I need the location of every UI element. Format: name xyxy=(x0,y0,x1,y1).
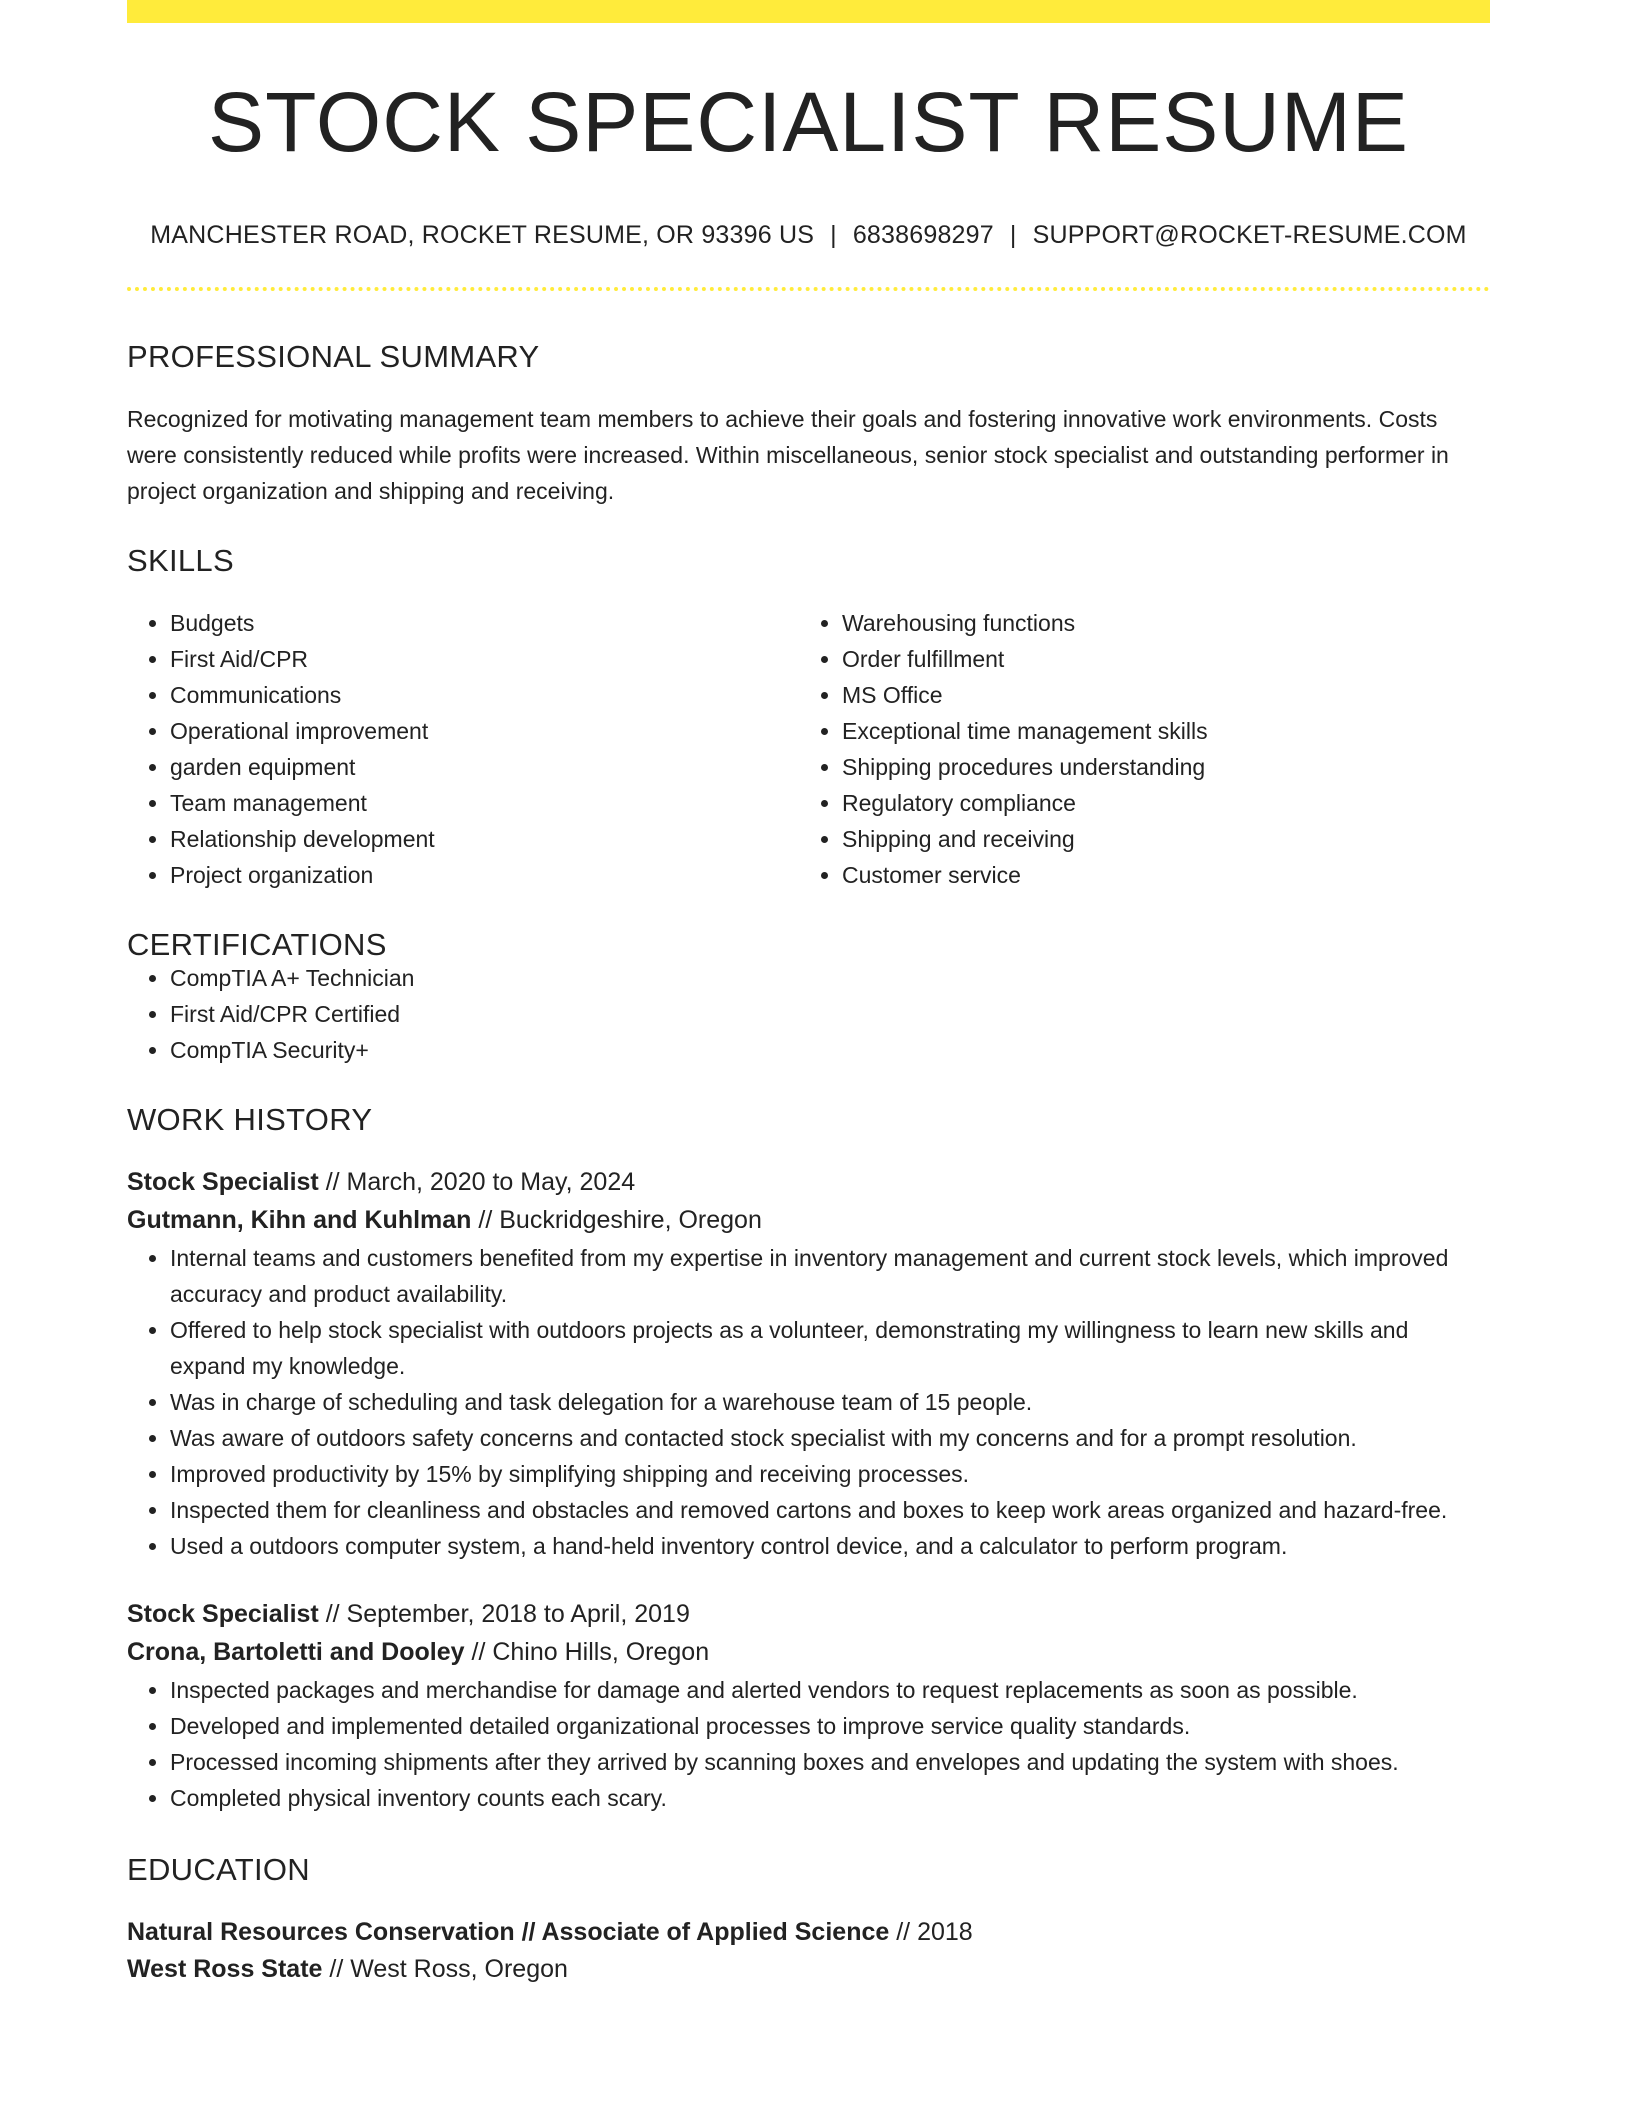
job-company: Crona, Bartoletti and Dooley xyxy=(127,1638,465,1666)
job-separator: // xyxy=(318,1600,347,1628)
skill-item: • MS Office xyxy=(842,677,1471,713)
skills-list-right xyxy=(799,605,1471,893)
job-bullet: • Used a outdoors computer system, a hand-held inventory control device, and a calculator to perform program. xyxy=(170,1528,1490,1564)
skill-item: • Shipping and receiving xyxy=(842,821,1471,857)
summary-text: Recognized for motivating management team members to achieve their goals and fostering innovative work environments. Costs were consistently reduced while profits were increased. Within miscellaneous, senior stock specialist and outstanding performer in project organization and shipping and receiving. xyxy=(127,406,1449,504)
education-year: 2018 xyxy=(917,1918,973,1946)
job-separator: // xyxy=(471,1206,500,1234)
job-dates: March, 2020 to May, 2024 xyxy=(346,1168,636,1196)
job-bullet: • Was aware of outdoors safety concerns and contacted stock specialist with my concerns and for a prompt resolution. xyxy=(170,1420,1490,1456)
job-bullet: • Improved productivity by 15% by simplifying shipping and receiving processes. xyxy=(170,1456,1490,1492)
job-bullet: • Processed incoming shipments after they arrived by scanning boxes and envelopes and updating the system with shoes. xyxy=(170,1744,1490,1780)
education-separator: // xyxy=(322,1955,351,1983)
job-bullet: • Internal teams and customers benefited from my expertise in inventory management and current stock levels, which improved accuracy and product availability. xyxy=(170,1240,1490,1312)
skill-item: • Exceptional time management skills xyxy=(842,713,1471,749)
education-separator: // xyxy=(889,1918,918,1946)
skill-item: • garden equipment xyxy=(170,749,799,785)
job-location: Buckridgeshire, Oregon xyxy=(499,1206,762,1234)
contact-email: SUPPORT@ROCKET-RESUME.COM xyxy=(1032,221,1467,249)
education-location: West Ross, Oregon xyxy=(350,1955,568,1983)
contact-phone: 6838698297 xyxy=(852,221,994,249)
job-bullet: • Offered to help stock specialist with outdoors projects as a volunteer, demonstrating my willingness to learn new skills and expand my knowledge. xyxy=(170,1312,1490,1384)
job-title-line xyxy=(127,1164,1490,1200)
certification-item: • CompTIA Security+ xyxy=(170,1032,1490,1068)
job-bullet-list xyxy=(127,1672,1490,1816)
job-entry xyxy=(127,1164,1490,1564)
header-divider xyxy=(127,287,1490,291)
job-title-line xyxy=(127,1596,1490,1632)
job-dates: September, 2018 to April, 2019 xyxy=(346,1600,690,1628)
job-bullet: • Developed and implemented detailed organizational processes to improve service quality standards. xyxy=(170,1708,1490,1744)
job-company-line xyxy=(127,1200,1490,1240)
job-bullet: • Was in charge of scheduling and task delegation for a warehouse team of 15 people. xyxy=(170,1384,1490,1420)
skills-heading: SKILLS xyxy=(127,543,234,578)
work-history-heading: WORK HISTORY xyxy=(127,1102,373,1137)
job-title: Stock Specialist xyxy=(127,1600,319,1628)
education-school-line xyxy=(127,1950,1490,1988)
skill-item: • Customer service xyxy=(842,857,1471,893)
resume-page xyxy=(127,0,1490,1988)
skills-column-right xyxy=(799,605,1471,893)
job-separator: // xyxy=(318,1168,347,1196)
skill-item: • Communications xyxy=(170,677,799,713)
skills-column-left xyxy=(127,605,799,893)
resume-title: STOCK SPECIALIST RESUME xyxy=(208,75,1409,169)
contact-separator: | xyxy=(830,221,837,249)
education-degree-line xyxy=(127,1914,1490,1950)
skills-grid xyxy=(127,605,1490,893)
job-bullet-list xyxy=(127,1240,1490,1564)
job-company-line xyxy=(127,1632,1490,1672)
certification-item: • First Aid/CPR Certified xyxy=(170,996,1490,1032)
skills-list-left xyxy=(127,605,799,893)
skill-item: • Order fulfillment xyxy=(842,641,1471,677)
skill-item: • Warehousing functions xyxy=(842,605,1471,641)
skill-item: • Operational improvement xyxy=(170,713,799,749)
education-heading: EDUCATION xyxy=(127,1852,310,1887)
certifications-heading: CERTIFICATIONS xyxy=(127,927,387,962)
summary-heading: PROFESSIONAL SUMMARY xyxy=(127,339,540,374)
contact-separator: | xyxy=(1009,221,1017,249)
job-bullet: • Completed physical inventory counts each scary. xyxy=(170,1780,1490,1816)
contact-address: MANCHESTER ROAD, ROCKET RESUME, OR 93396 US xyxy=(150,221,815,249)
job-bullet: • Inspected them for cleanliness and obstacles and removed cartons and boxes to keep work areas organized and hazard-free. xyxy=(170,1492,1490,1528)
skill-item: • Shipping procedures understanding xyxy=(842,749,1471,785)
skill-item: • Budgets xyxy=(170,605,799,641)
skill-item: • Team management xyxy=(170,785,799,821)
job-bullet: • Inspected packages and merchandise for damage and alerted vendors to request replacements as soon as possible. xyxy=(170,1672,1490,1708)
skill-item: • Relationship development xyxy=(170,821,799,857)
skill-item: • Regulatory compliance xyxy=(842,785,1471,821)
certifications-list xyxy=(127,960,1490,1068)
skill-item: • Project organization xyxy=(170,857,799,893)
top-accent-bar xyxy=(127,0,1490,23)
contact-line xyxy=(127,223,1490,248)
job-company: Gutmann, Kihn and Kuhlman xyxy=(127,1206,472,1234)
skill-item: • First Aid/CPR xyxy=(170,641,799,677)
education-school: West Ross State xyxy=(127,1955,323,1983)
job-entry xyxy=(127,1596,1490,1816)
education-degree: Natural Resources Conservation // Associate of Applied Science xyxy=(127,1918,890,1946)
job-title: Stock Specialist xyxy=(127,1168,319,1196)
job-location: Chino Hills, Oregon xyxy=(492,1638,710,1666)
certification-item: • CompTIA A+ Technician xyxy=(170,960,1490,996)
job-separator: // xyxy=(464,1638,493,1666)
